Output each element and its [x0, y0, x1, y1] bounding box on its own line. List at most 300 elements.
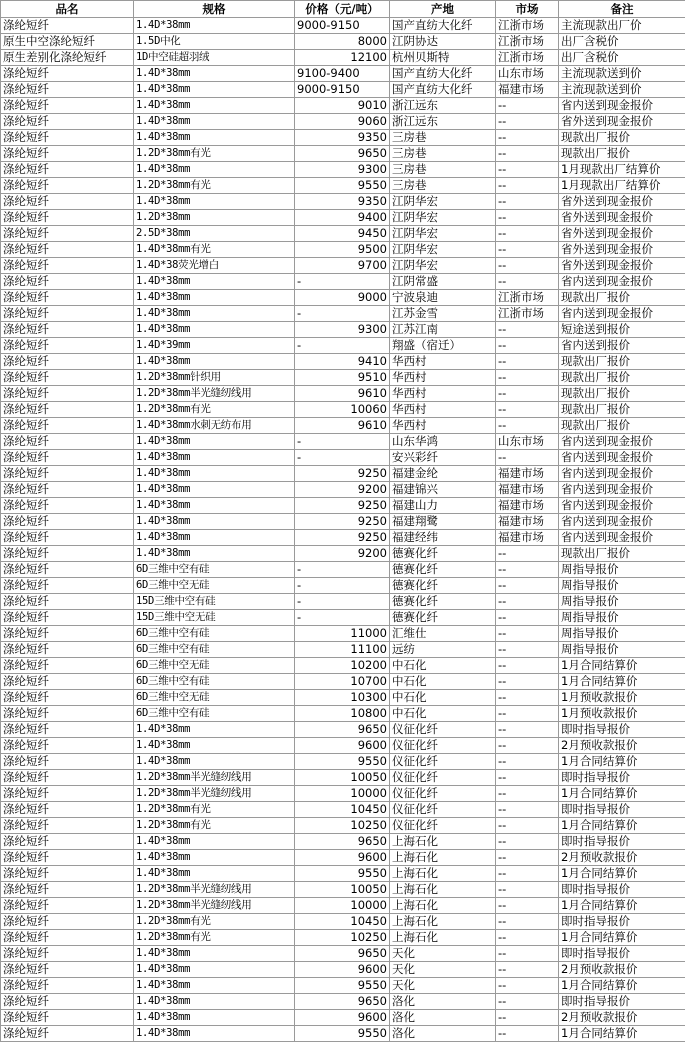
remark-cell: 2月预收款报价 [559, 962, 685, 978]
table-row [1, 562, 685, 578]
market-cell: -- [496, 626, 559, 642]
origin-cell: 中石化 [390, 658, 496, 674]
market-cell: -- [496, 802, 559, 818]
origin-cell: 国产直纺大化纤 [390, 66, 496, 82]
price-cell: 9250 [295, 514, 390, 530]
table-row [1, 18, 685, 34]
market-cell: 山东市场 [496, 434, 559, 450]
spec-cell: 1.4D*38mm [134, 82, 295, 98]
spec-cell: 1.4D*38mm [134, 466, 295, 482]
origin-cell: 三房巷 [390, 178, 496, 194]
product-cell: 涤纶短纤 [1, 562, 134, 578]
product-cell: 涤纶短纤 [1, 258, 134, 274]
product-cell: 涤纶短纤 [1, 690, 134, 706]
price-cell: 9600 [295, 1010, 390, 1026]
price-cell: 9550 [295, 754, 390, 770]
origin-cell: 浙江远东 [390, 114, 496, 130]
market-cell: -- [496, 706, 559, 722]
table-row [1, 434, 685, 450]
header-product: 品名 [1, 1, 134, 18]
product-cell: 原生差别化涤纶短纤 [1, 50, 134, 66]
origin-cell: 仪征化纤 [390, 786, 496, 802]
product-cell: 涤纶短纤 [1, 290, 134, 306]
origin-cell: 上海石化 [390, 914, 496, 930]
remark-cell: 1月合同结算价 [559, 978, 685, 994]
spec-cell: 1.4D*38mm [134, 978, 295, 994]
spec-cell: 1.5D中化 [134, 34, 295, 50]
remark-cell: 省内送到报价 [559, 338, 685, 354]
market-cell: -- [496, 114, 559, 130]
origin-cell: 德赛化纤 [390, 594, 496, 610]
table-row [1, 546, 685, 562]
table-row [1, 322, 685, 338]
table-row [1, 514, 685, 530]
origin-cell: 江阴华宏 [390, 242, 496, 258]
market-cell: -- [496, 322, 559, 338]
table-row [1, 738, 685, 754]
product-cell: 涤纶短纤 [1, 162, 134, 178]
market-cell: 江浙市场 [496, 34, 559, 50]
origin-cell: 福建金纶 [390, 466, 496, 482]
table-row [1, 802, 685, 818]
product-cell: 涤纶短纤 [1, 770, 134, 786]
product-cell: 涤纶短纤 [1, 978, 134, 994]
table-row [1, 498, 685, 514]
market-cell: -- [496, 818, 559, 834]
product-cell: 涤纶短纤 [1, 98, 134, 114]
spec-cell: 15D三维中空有硅 [134, 594, 295, 610]
table-row [1, 450, 685, 466]
price-cell: - [295, 450, 390, 466]
price-cell: 9650 [295, 994, 390, 1010]
market-cell: -- [496, 722, 559, 738]
remark-cell: 1月合同结算价 [559, 898, 685, 914]
remark-cell: 即时指导报价 [559, 834, 685, 850]
origin-cell: 上海石化 [390, 882, 496, 898]
origin-cell: 德赛化纤 [390, 610, 496, 626]
product-cell: 涤纶短纤 [1, 386, 134, 402]
market-cell: -- [496, 370, 559, 386]
table-row [1, 914, 685, 930]
product-cell: 涤纶短纤 [1, 818, 134, 834]
market-cell: -- [496, 274, 559, 290]
origin-cell: 宁波泉迪 [390, 290, 496, 306]
price-cell: 9350 [295, 130, 390, 146]
market-cell: 福建市场 [496, 514, 559, 530]
spec-cell: 1.2D*38mm有光 [134, 818, 295, 834]
spec-cell: 1.4D*38mm [134, 450, 295, 466]
origin-cell: 江阴华宏 [390, 194, 496, 210]
table-row [1, 978, 685, 994]
table-row [1, 770, 685, 786]
product-cell: 涤纶短纤 [1, 482, 134, 498]
price-cell: 10050 [295, 882, 390, 898]
price-cell: 9450 [295, 226, 390, 242]
price-cell: 10450 [295, 802, 390, 818]
price-cell: 9700 [295, 258, 390, 274]
product-cell: 涤纶短纤 [1, 658, 134, 674]
product-cell: 涤纶短纤 [1, 450, 134, 466]
table-row [1, 274, 685, 290]
origin-cell: 中石化 [390, 674, 496, 690]
product-cell: 涤纶短纤 [1, 722, 134, 738]
price-cell: 9550 [295, 866, 390, 882]
market-cell: -- [496, 786, 559, 802]
origin-cell: 江阴华宏 [390, 226, 496, 242]
market-cell: -- [496, 194, 559, 210]
origin-cell: 仪征化纤 [390, 722, 496, 738]
origin-cell: 上海石化 [390, 834, 496, 850]
spec-cell: 1.4D*38mm [134, 1026, 295, 1042]
spec-cell: 1.4D*38mm [134, 306, 295, 322]
spec-cell: 1.2D*38mm有光 [134, 914, 295, 930]
price-cell: 9200 [295, 482, 390, 498]
origin-cell: 国产直纺大化纤 [390, 82, 496, 98]
table-row [1, 898, 685, 914]
remark-cell: 1月合同结算价 [559, 866, 685, 882]
spec-cell: 1D中空硅超羽绒 [134, 50, 295, 66]
product-cell: 涤纶短纤 [1, 434, 134, 450]
market-cell: -- [496, 130, 559, 146]
table-row [1, 306, 685, 322]
market-cell: -- [496, 450, 559, 466]
market-cell: -- [496, 994, 559, 1010]
price-cell: - [295, 306, 390, 322]
price-cell: 10450 [295, 914, 390, 930]
table-row [1, 690, 685, 706]
remark-cell: 主流现款出厂价 [559, 18, 685, 34]
table-row [1, 402, 685, 418]
table-row [1, 658, 685, 674]
spec-cell: 1.4D*38mm [134, 498, 295, 514]
spec-cell: 1.4D*38mm [134, 434, 295, 450]
remark-cell: 1月预收款报价 [559, 706, 685, 722]
product-cell: 涤纶短纤 [1, 674, 134, 690]
spec-cell: 1.4D*38mm [134, 834, 295, 850]
spec-cell: 6D三维中空有硅 [134, 674, 295, 690]
origin-cell: 仪征化纤 [390, 818, 496, 834]
table-row [1, 162, 685, 178]
product-cell: 涤纶短纤 [1, 738, 134, 754]
product-cell: 涤纶短纤 [1, 322, 134, 338]
remark-cell: 省外送到现金报价 [559, 194, 685, 210]
table-row [1, 418, 685, 434]
spec-cell: 1.4D*38mm [134, 946, 295, 962]
price-cell: 10000 [295, 786, 390, 802]
market-cell: -- [496, 258, 559, 274]
product-cell: 涤纶短纤 [1, 930, 134, 946]
price-cell: 9350 [295, 194, 390, 210]
spec-cell: 1.2D*38mm有光 [134, 146, 295, 162]
spec-cell: 1.4D*38mm有光 [134, 242, 295, 258]
spec-cell: 6D三维中空有硅 [134, 642, 295, 658]
product-cell: 涤纶短纤 [1, 498, 134, 514]
product-cell: 涤纶短纤 [1, 178, 134, 194]
header-market: 市场 [496, 1, 559, 18]
price-cell: 10700 [295, 674, 390, 690]
spec-cell: 1.2D*38mm有光 [134, 178, 295, 194]
price-cell: 11000 [295, 626, 390, 642]
price-cell: 9400 [295, 210, 390, 226]
price-cell: 9510 [295, 370, 390, 386]
table-row [1, 610, 685, 626]
market-cell: -- [496, 770, 559, 786]
market-cell: -- [496, 386, 559, 402]
spec-cell: 6D三维中空无硅 [134, 578, 295, 594]
origin-cell: 江阴华宏 [390, 258, 496, 274]
remark-cell: 2月预收款报价 [559, 1010, 685, 1026]
spec-cell: 1.2D*38mm半光缝纫线用 [134, 770, 295, 786]
origin-cell: 洛化 [390, 994, 496, 1010]
price-cell: 8000 [295, 34, 390, 50]
market-cell: -- [496, 978, 559, 994]
remark-cell: 2月预收款报价 [559, 850, 685, 866]
product-cell: 涤纶短纤 [1, 914, 134, 930]
price-cell: - [295, 274, 390, 290]
spec-cell: 6D三维中空有硅 [134, 626, 295, 642]
market-cell: -- [496, 738, 559, 754]
product-cell: 涤纶短纤 [1, 82, 134, 98]
product-cell: 涤纶短纤 [1, 514, 134, 530]
remark-cell: 省内送到现金报价 [559, 434, 685, 450]
market-cell: -- [496, 930, 559, 946]
origin-cell: 华西村 [390, 370, 496, 386]
spec-cell: 1.2D*38mm半光缝纫线用 [134, 898, 295, 914]
price-cell: - [295, 594, 390, 610]
price-cell: 9500 [295, 242, 390, 258]
origin-cell: 山东华鸿 [390, 434, 496, 450]
market-cell: -- [496, 562, 559, 578]
origin-cell: 洛化 [390, 1010, 496, 1026]
table-row [1, 226, 685, 242]
remark-cell: 省内送到现金报价 [559, 482, 685, 498]
spec-cell: 1.4D*38mm水刺无纺布用 [134, 418, 295, 434]
spec-cell: 1.4D*38mm [134, 514, 295, 530]
table-row [1, 722, 685, 738]
table-body [1, 18, 685, 1042]
market-cell: 山东市场 [496, 66, 559, 82]
origin-cell: 仪征化纤 [390, 770, 496, 786]
market-cell: -- [496, 1010, 559, 1026]
table-row [1, 834, 685, 850]
product-cell: 涤纶短纤 [1, 226, 134, 242]
price-cell: 9650 [295, 834, 390, 850]
product-cell: 涤纶短纤 [1, 114, 134, 130]
table-row [1, 818, 685, 834]
product-cell: 涤纶短纤 [1, 530, 134, 546]
origin-cell: 仪征化纤 [390, 802, 496, 818]
product-cell: 涤纶短纤 [1, 546, 134, 562]
spec-cell: 1.4D*38mm [134, 754, 295, 770]
remark-cell: 省外送到现金报价 [559, 114, 685, 130]
price-cell: 9600 [295, 850, 390, 866]
market-cell: -- [496, 418, 559, 434]
table-row [1, 866, 685, 882]
product-cell: 涤纶短纤 [1, 786, 134, 802]
spec-cell: 1.4D*38mm [134, 290, 295, 306]
spec-cell: 1.4D*38mm [134, 354, 295, 370]
price-cell: - [295, 610, 390, 626]
spec-cell: 1.2D*38mm半光缝纫线用 [134, 786, 295, 802]
origin-cell: 德赛化纤 [390, 578, 496, 594]
remark-cell: 主流现款送到价 [559, 82, 685, 98]
product-cell: 涤纶短纤 [1, 898, 134, 914]
market-cell: -- [496, 1026, 559, 1042]
origin-cell: 上海石化 [390, 866, 496, 882]
origin-cell: 江苏江南 [390, 322, 496, 338]
market-cell: -- [496, 146, 559, 162]
market-cell: -- [496, 658, 559, 674]
market-cell: -- [496, 898, 559, 914]
remark-cell: 1月合同结算价 [559, 786, 685, 802]
market-cell: 江浙市场 [496, 18, 559, 34]
remark-cell: 省内送到现金报价 [559, 98, 685, 114]
market-cell: -- [496, 162, 559, 178]
product-cell: 涤纶短纤 [1, 578, 134, 594]
remark-cell: 省内送到现金报价 [559, 306, 685, 322]
market-cell: -- [496, 242, 559, 258]
spec-cell: 1.4D*38mm [134, 546, 295, 562]
price-cell: 9250 [295, 530, 390, 546]
table-row [1, 34, 685, 50]
market-cell: -- [496, 210, 559, 226]
price-cell: 9000-9150 [295, 18, 390, 34]
spec-cell: 1.4D*39mm [134, 338, 295, 354]
product-cell: 涤纶短纤 [1, 466, 134, 482]
product-cell: 涤纶短纤 [1, 274, 134, 290]
table-row [1, 530, 685, 546]
table-row [1, 1010, 685, 1026]
table-row [1, 242, 685, 258]
product-cell: 涤纶短纤 [1, 354, 134, 370]
product-cell: 涤纶短纤 [1, 210, 134, 226]
remark-cell: 即时指导报价 [559, 994, 685, 1010]
price-cell: 9200 [295, 546, 390, 562]
remark-cell: 省内送到现金报价 [559, 450, 685, 466]
table-row [1, 178, 685, 194]
header-spec: 规格 [134, 1, 295, 18]
table-row [1, 1026, 685, 1042]
remark-cell: 周指导报价 [559, 642, 685, 658]
market-cell: -- [496, 642, 559, 658]
table-row [1, 482, 685, 498]
header-remark: 备注 [559, 1, 685, 18]
market-cell: -- [496, 338, 559, 354]
spec-cell: 1.2D*38mm针织用 [134, 370, 295, 386]
header-origin: 产地 [390, 1, 496, 18]
market-cell: -- [496, 866, 559, 882]
product-cell: 涤纶短纤 [1, 882, 134, 898]
table-row [1, 66, 685, 82]
market-cell: -- [496, 354, 559, 370]
remark-cell: 1月现款出厂结算价 [559, 162, 685, 178]
origin-cell: 华西村 [390, 386, 496, 402]
remark-cell: 1月合同结算价 [559, 754, 685, 770]
table-row [1, 930, 685, 946]
market-cell: -- [496, 610, 559, 626]
remark-cell: 1月预收款报价 [559, 690, 685, 706]
table-row [1, 962, 685, 978]
remark-cell: 省外送到现金报价 [559, 226, 685, 242]
origin-cell: 浙江远东 [390, 98, 496, 114]
remark-cell: 现款出厂报价 [559, 130, 685, 146]
remark-cell: 周指导报价 [559, 578, 685, 594]
remark-cell: 1月合同结算价 [559, 674, 685, 690]
origin-cell: 福建山力 [390, 498, 496, 514]
product-cell: 涤纶短纤 [1, 194, 134, 210]
remark-cell: 现款出厂报价 [559, 402, 685, 418]
origin-cell: 天化 [390, 978, 496, 994]
remark-cell: 1月合同结算价 [559, 1026, 685, 1042]
origin-cell: 江阴华宏 [390, 210, 496, 226]
origin-cell: 天化 [390, 962, 496, 978]
remark-cell: 周指导报价 [559, 626, 685, 642]
remark-cell: 周指导报价 [559, 610, 685, 626]
table-row [1, 642, 685, 658]
remark-cell: 现款出厂报价 [559, 146, 685, 162]
origin-cell: 福建经纬 [390, 530, 496, 546]
table-row [1, 194, 685, 210]
spec-cell: 1.4D*38mm [134, 194, 295, 210]
origin-cell: 安兴彩纤 [390, 450, 496, 466]
remark-cell: 1月合同结算价 [559, 658, 685, 674]
remark-cell: 2月预收款报价 [559, 738, 685, 754]
origin-cell: 上海石化 [390, 850, 496, 866]
product-cell: 涤纶短纤 [1, 242, 134, 258]
spec-cell: 1.2D*38mm有光 [134, 802, 295, 818]
price-cell: 9410 [295, 354, 390, 370]
spec-cell: 1.2D*38mm有光 [134, 930, 295, 946]
table-row [1, 882, 685, 898]
remark-cell: 即时指导报价 [559, 770, 685, 786]
price-cell: - [295, 562, 390, 578]
product-cell: 涤纶短纤 [1, 834, 134, 850]
remark-cell: 现款出厂报价 [559, 386, 685, 402]
origin-cell: 华西村 [390, 418, 496, 434]
remark-cell: 周指导报价 [559, 594, 685, 610]
table-row [1, 354, 685, 370]
table-row [1, 370, 685, 386]
spec-cell: 1.4D*38mm [134, 162, 295, 178]
remark-cell: 现款出厂报价 [559, 370, 685, 386]
spec-cell: 1.4D*38mm [134, 962, 295, 978]
product-cell: 涤纶短纤 [1, 754, 134, 770]
price-cell: - [295, 434, 390, 450]
price-cell: 9100-9400 [295, 66, 390, 82]
product-cell: 涤纶短纤 [1, 66, 134, 82]
market-cell: 江浙市场 [496, 290, 559, 306]
market-cell: -- [496, 226, 559, 242]
price-cell: 9060 [295, 114, 390, 130]
origin-cell: 江阴协达 [390, 34, 496, 50]
product-cell: 涤纶短纤 [1, 610, 134, 626]
table-row [1, 210, 685, 226]
price-cell: 9550 [295, 178, 390, 194]
origin-cell: 仪征化纤 [390, 738, 496, 754]
table-row [1, 706, 685, 722]
spec-cell: 1.4D*38mm [134, 994, 295, 1010]
origin-cell: 三房巷 [390, 130, 496, 146]
product-cell: 涤纶短纤 [1, 130, 134, 146]
spec-cell: 1.4D*38mm [134, 722, 295, 738]
spec-cell: 1.4D*38mm [134, 482, 295, 498]
product-cell: 涤纶短纤 [1, 962, 134, 978]
header-price: 价格（元/吨） [295, 1, 390, 18]
spec-cell: 1.4D*38mm [134, 866, 295, 882]
product-cell: 涤纶短纤 [1, 370, 134, 386]
origin-cell: 上海石化 [390, 898, 496, 914]
table-row [1, 850, 685, 866]
